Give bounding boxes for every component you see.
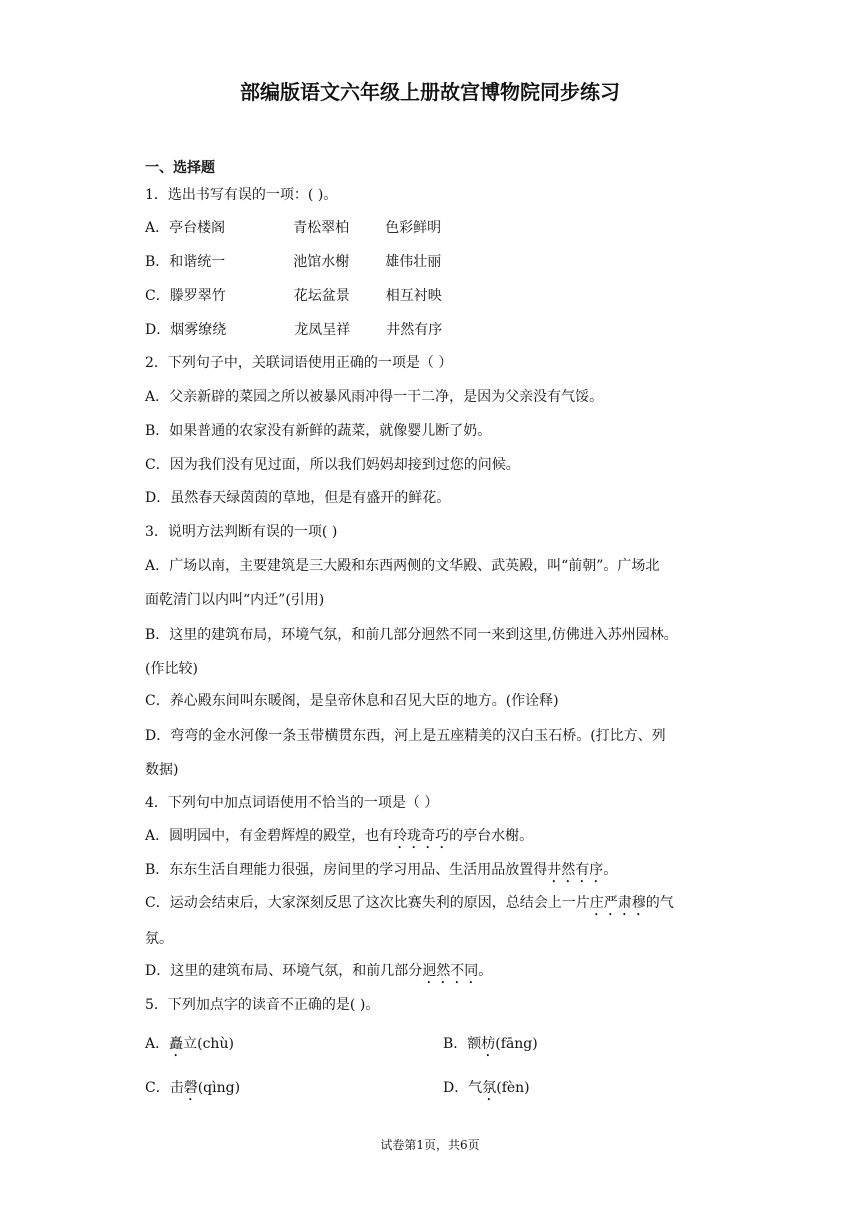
option-word: 滕罗翠竹 [169, 288, 226, 304]
option-word: 相互衬映 [385, 288, 442, 304]
q4-option-c-cont: 氛。 [145, 931, 173, 947]
page-footer: 试卷第1页，共6页 [380, 1138, 480, 1152]
q3-option-b: B．这里的建筑布局，环境气氛，和前几部分迥然不同一来到这里,仿佛进入苏州园林。 [145, 627, 678, 643]
q5-option-d [443, 1078, 530, 1104]
option-word: 花坛盆景 [293, 288, 350, 304]
q2-option-d: D．虽然春天绿茵茵的草地，但是有盛开的鲜花。 [145, 490, 451, 506]
option-word: 雄伟壮丽 [385, 254, 442, 270]
option-label: B． [145, 254, 170, 270]
option-text: D．这里的建筑布局、环境气氛，和前几部分 [145, 963, 423, 979]
q4-option-a [145, 826, 533, 852]
option-word: 井然有序 [386, 322, 443, 338]
option-label: C． [145, 288, 170, 304]
dotted-word: 迥然不同 [422, 963, 479, 979]
dotted-char: 氛 [482, 1080, 497, 1096]
q3-option-c: C．养心殿东间叫东暖阁，是皇帝休息和召见大臣的地方。(作诠释) [145, 693, 559, 709]
option-word: 色彩鲜明 [385, 220, 442, 236]
q4-option-d [145, 961, 492, 987]
option-text: (fèn) [496, 1080, 530, 1096]
option-text: (fāng) [495, 1036, 538, 1052]
q5-option-b [443, 1034, 538, 1060]
question-3-stem: 3．说明方法判断有误的一项( ) [145, 524, 338, 540]
option-word: 和谐统一 [169, 254, 226, 270]
section-heading: 一、选择题 [145, 160, 215, 176]
option-text: D．气 [443, 1080, 483, 1096]
q5-option-c [145, 1078, 240, 1104]
question-4-stem: 4．下列句中加点词语使用不恰当的一项是（ ） [145, 795, 439, 811]
q3-option-a-cont: 面乾清门以内叫“内迁”(引用) [145, 592, 325, 608]
q1-option-a [145, 218, 441, 238]
dotted-word: 玲珑奇巧 [393, 828, 450, 844]
dotted-word: 庄严肃穆 [589, 895, 646, 911]
option-text: 的气 [645, 895, 674, 911]
q3-option-d-cont: 数据) [145, 762, 179, 778]
question-1-stem: 1．选出书写有误的一项：( )。 [145, 187, 338, 203]
option-word: 烟雾缭绕 [170, 322, 227, 338]
option-text: C．击 [145, 1080, 184, 1096]
dotted-char: 磬 [183, 1080, 198, 1096]
option-label: A． [145, 220, 170, 236]
option-text: A． [145, 1036, 170, 1052]
q4-option-c [145, 893, 674, 919]
question-2-stem: 2．下列句子中，关联词语使用正确的一项是（ ） [145, 355, 453, 371]
dotted-char: 矗 [169, 1036, 184, 1052]
option-text: (qìng) [197, 1080, 241, 1096]
q5-option-a [145, 1034, 234, 1060]
q1-option-d [145, 320, 442, 340]
q1-option-b [145, 252, 441, 272]
option-text: 的亭台水榭。 [449, 828, 534, 844]
option-word: 青松翠柏 [293, 220, 350, 236]
q2-option-b: B．如果普通的农家没有新鲜的蔬菜，就像婴儿断了奶。 [145, 423, 492, 439]
option-word: 池馆水榭 [293, 254, 350, 270]
option-text: 立(chù) [183, 1036, 234, 1052]
q4-option-b [145, 860, 617, 886]
dotted-char: 枋 [481, 1036, 496, 1052]
option-word: 龙凤呈祥 [294, 322, 351, 338]
option-text: A．圆明园中，有金碧辉煌的殿堂，也有 [145, 828, 394, 844]
q3-option-d: D．弯弯的金水河像一条玉带横贯东西，河上是五座精美的汉白玉石桥。(打比方、列 [145, 728, 666, 744]
option-label: D． [145, 322, 171, 338]
dotted-word: 井然有序 [547, 862, 604, 878]
question-5-stem: 5．下列加点字的读音不正确的是( )。 [145, 997, 380, 1013]
q3-option-a: A．广场以南，主要建筑是三大殿和东西两侧的文华殿、武英殿，叫“前朝”。广场北 [145, 558, 660, 574]
q3-option-b-cont: (作比较) [145, 661, 198, 677]
q2-option-a: A．父亲新辟的菜园之所以被暴风雨冲得一干二净，是因为父亲没有气馁。 [145, 389, 604, 405]
option-text: C．运动会结束后，大家深刻反思了这次比赛失利的原因，总结会上一片 [145, 895, 590, 911]
option-text: 。 [478, 963, 493, 979]
q2-option-c: C．因为我们没有见过面，所以我们妈妈却接到过您的问候。 [145, 457, 520, 473]
q1-option-c [145, 286, 442, 306]
option-text: B．东东生活自理能力很强，房间里的学习用品、生活用品放置得 [145, 862, 548, 878]
option-text: 。 [603, 862, 618, 878]
option-text: B．额 [443, 1036, 482, 1052]
page-title: 部编版语文六年级上册故宫博物院同步练习 [240, 80, 620, 104]
option-word: 亭台楼阁 [169, 220, 226, 236]
